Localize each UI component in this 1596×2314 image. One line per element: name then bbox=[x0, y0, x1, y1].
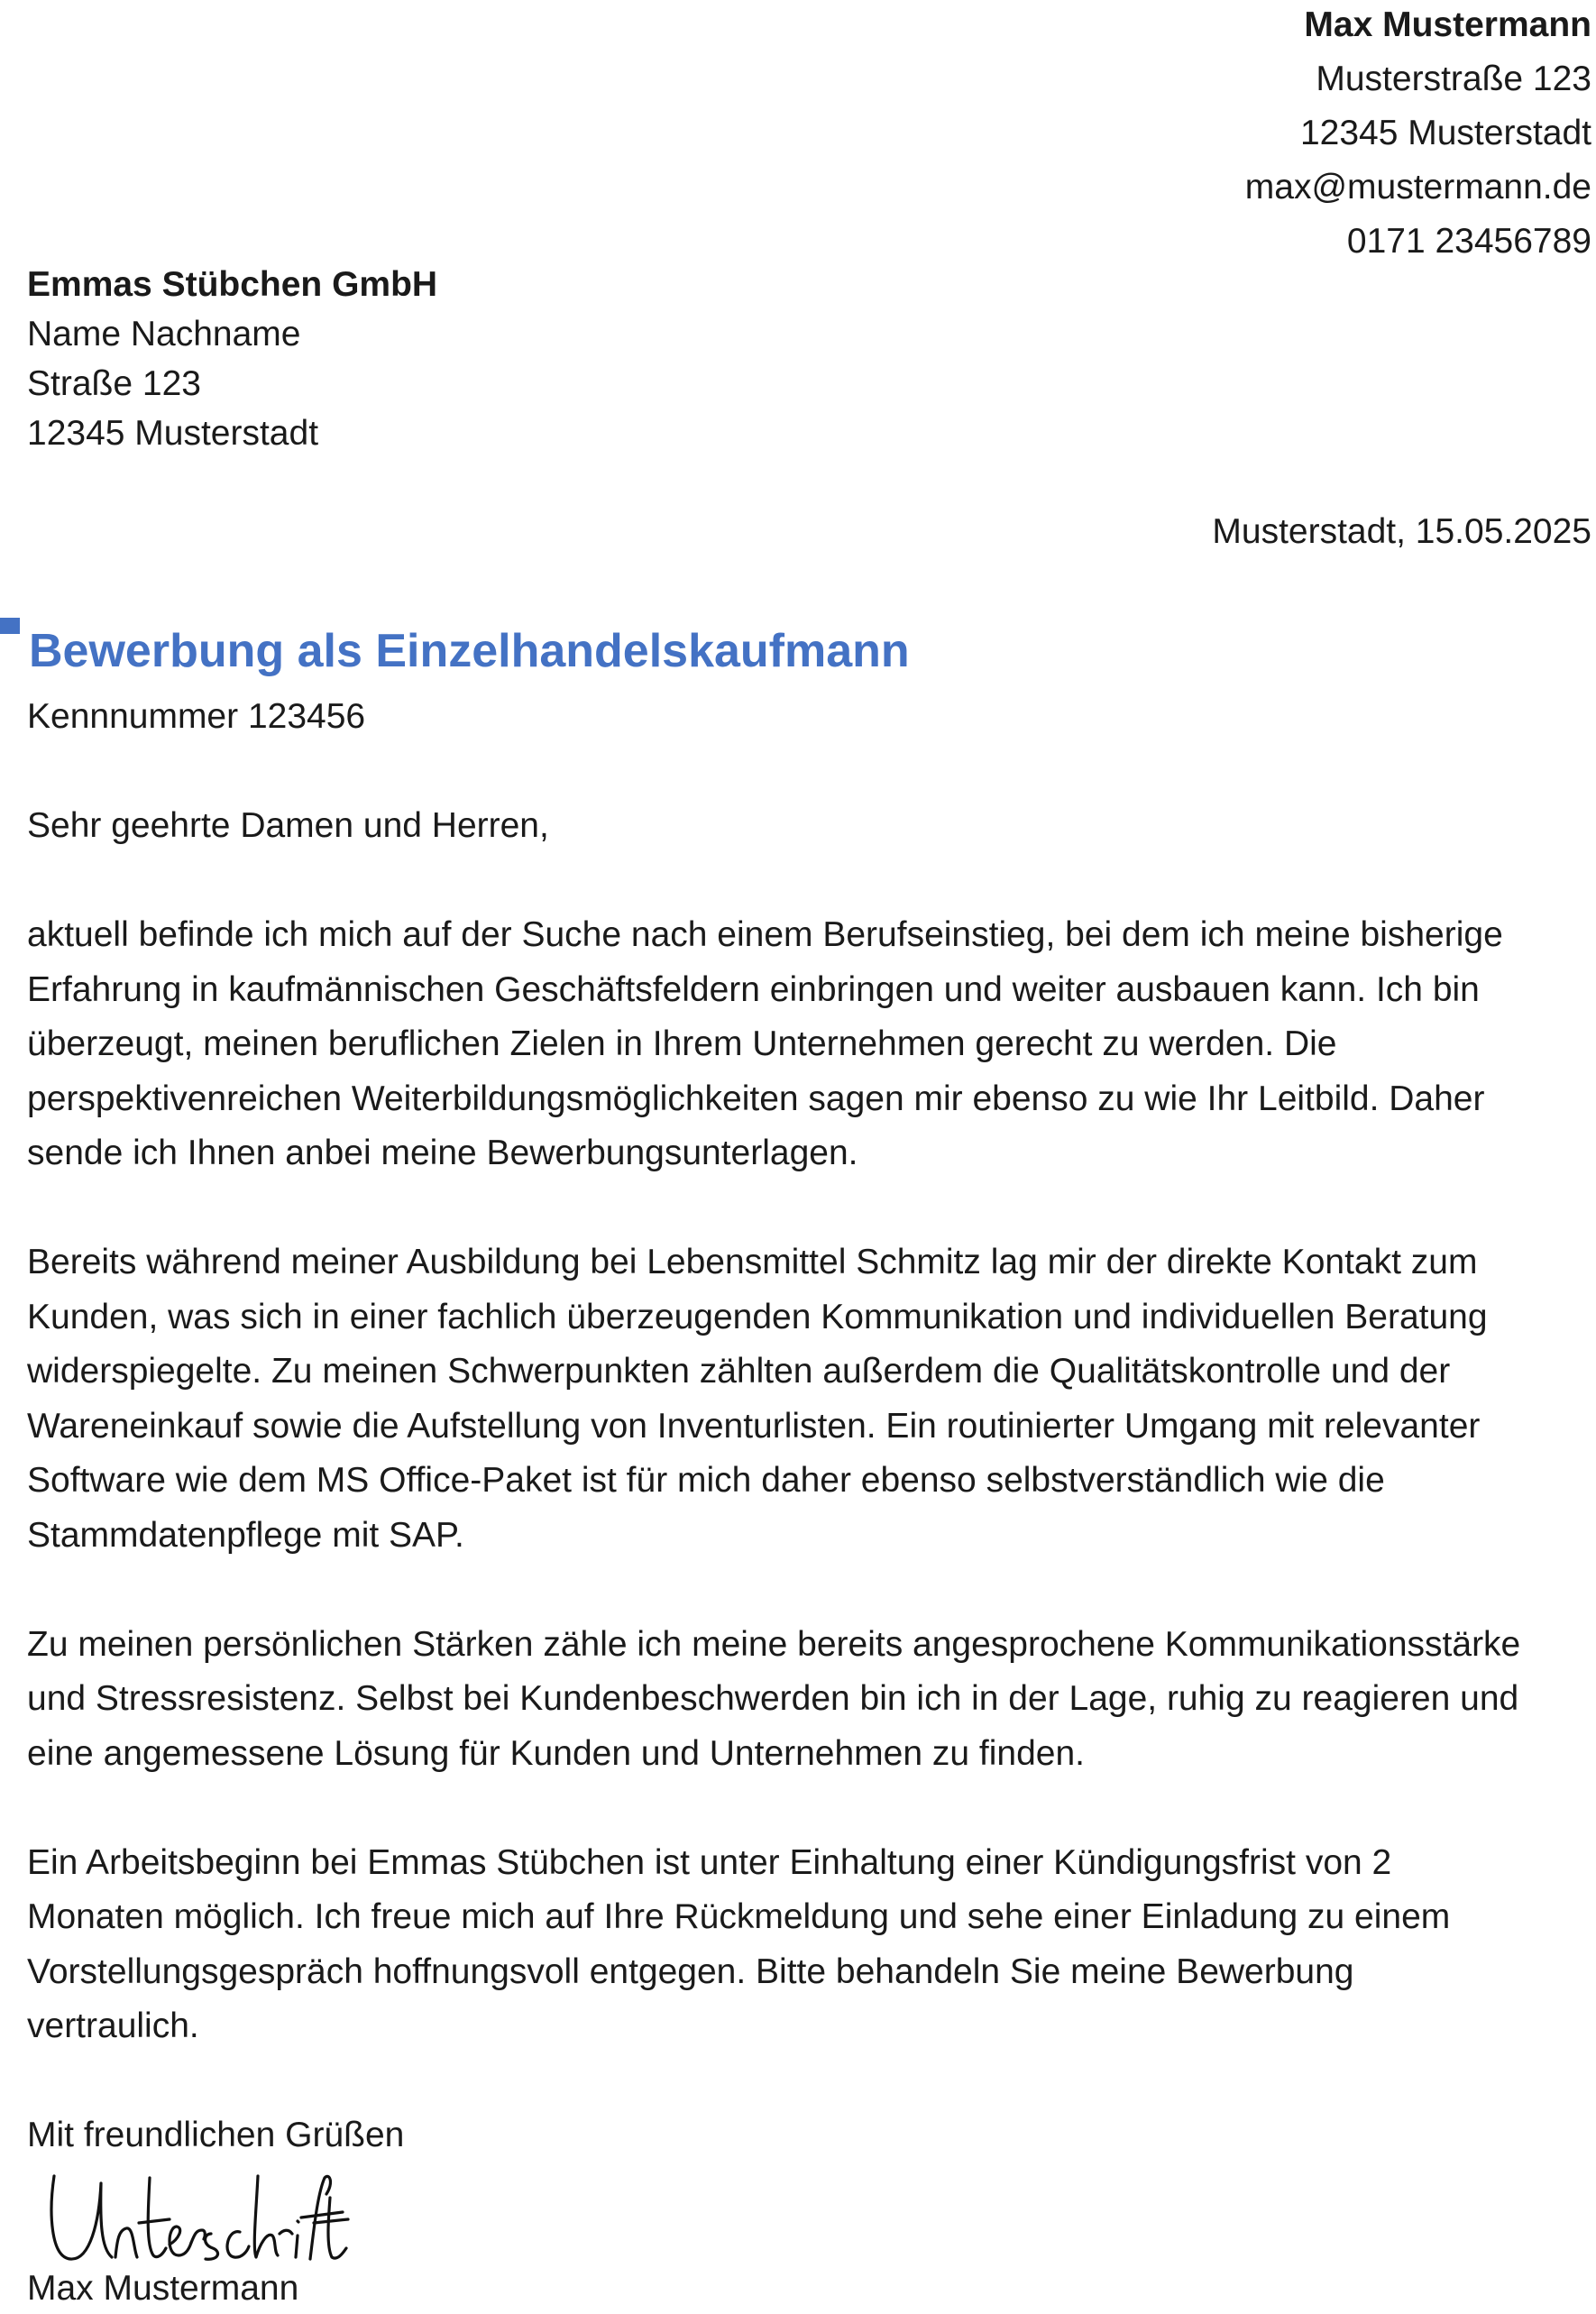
recipient-contact: Name Nachname bbox=[27, 315, 301, 354]
recipient-block bbox=[27, 260, 437, 458]
paragraph-line: Stammdatenpflege mit SAP. bbox=[27, 1515, 464, 1555]
paragraph-2 bbox=[27, 1235, 1596, 1563]
paragraph-4 bbox=[27, 1836, 1596, 2054]
paragraph-3 bbox=[27, 1618, 1596, 1782]
paragraph-line: Ein Arbeitsbeginn bei Emmas Stübchen ist unter Einhaltung einer Kündigungsfrist von 2 bbox=[27, 1842, 1392, 1882]
handwritten-signature bbox=[43, 2158, 350, 2275]
paragraph-line: eine angemessene Lösung für Kunden und Unternehmen zu finden. bbox=[27, 1733, 1086, 1773]
paragraph-line: sende ich Ihnen anbei meine Bewerbungsunterlagen. bbox=[27, 1134, 858, 1172]
recipient-company: Emmas Stübchen GmbH bbox=[27, 265, 438, 304]
recipient-street: Straße 123 bbox=[27, 364, 201, 403]
recipient-city: 12345 Musterstadt bbox=[27, 414, 319, 453]
paragraph-line: Wareneinkauf sowie die Aufstellung von Inventurlisten. Ein routinierter Umgang mit relevanter bbox=[27, 1406, 1481, 1446]
signature-name: Max Mustermann bbox=[27, 2269, 299, 2308]
paragraph-line: widerspiegelte. Zu meinen Schwerpunkten zählten außerdem die Qualitätskontrolle und der bbox=[27, 1352, 1451, 1391]
paragraph-1 bbox=[27, 908, 1596, 1181]
reference-number: Kennnummer 123456 bbox=[27, 697, 366, 736]
paragraph-line: Monaten möglich. Ich freue mich auf Ihre Rückmeldung und sehe einer Einladung zu einem bbox=[27, 1897, 1451, 1936]
date-line: Musterstadt, 15.05.2025 bbox=[1212, 512, 1591, 551]
heading-marker bbox=[0, 618, 20, 634]
paragraph-line: aktuell befinde ich mich auf der Suche nach einem Berufseinstieg, bei dem ich meine bisherige bbox=[27, 915, 1503, 954]
paragraph-line: Bereits während meiner Ausbildung bei Lebensmittel Schmitz lag mir der direkte Kontakt zum bbox=[27, 1243, 1478, 1281]
paragraph-line: vertraulich. bbox=[27, 2006, 199, 2045]
sender-block bbox=[1245, 0, 1591, 269]
sender-phone: 0171 23456789 bbox=[1346, 222, 1591, 261]
sender-city: 12345 Musterstadt bbox=[1299, 114, 1591, 152]
sender-street: Musterstraße 123 bbox=[1316, 60, 1591, 98]
subject-heading: Bewerbung als Einzelhandelskaufmann bbox=[29, 625, 910, 677]
paragraph-line: Kunden, was sich in einer fachlich überzeugenden Kommunikation und individuellen Beratung bbox=[27, 1297, 1488, 1336]
paragraph-line: Erfahrung in kaufmännischen Geschäftsfeldern einbringen und weiter ausbauen kann. Ich bin bbox=[27, 969, 1480, 1009]
paragraph-line: perspektivenreichen Weiterbildungsmöglichkeiten sagen mir ebenso zu wie Ihr Leitbild. Daher bbox=[27, 1079, 1485, 1118]
paragraph-line: und Stressresistenz. Selbst bei Kundenbeschwerden bin ich in der Lage, ruhig zu reagieren und bbox=[27, 1679, 1519, 1718]
paragraph-line: Zu meinen persönlichen Stärken zähle ich meine bereits angesprochene Kommunikationsstärke bbox=[27, 1624, 1521, 1664]
sender-email: max@mustermann.de bbox=[1244, 168, 1591, 207]
salutation: Sehr geehrte Damen und Herren, bbox=[27, 806, 549, 845]
paragraph-line: Software wie dem MS Office-Paket ist für mich daher ebenso selbstverständlich wie die bbox=[27, 1461, 1385, 1500]
paragraph-line: überzeugt, meinen beruflichen Zielen in Ihrem Unternehmen gerecht zu werden. Die bbox=[27, 1024, 1337, 1063]
closing: Mit freundlichen Grüßen bbox=[27, 2116, 405, 2154]
paragraph-line: Vorstellungsgespräch hoffnungsvoll entgegen. Bitte behandeln Sie meine Bewerbung bbox=[27, 1951, 1354, 1991]
letter-body bbox=[27, 799, 1596, 2218]
sender-name: Max Mustermann bbox=[1304, 5, 1591, 44]
